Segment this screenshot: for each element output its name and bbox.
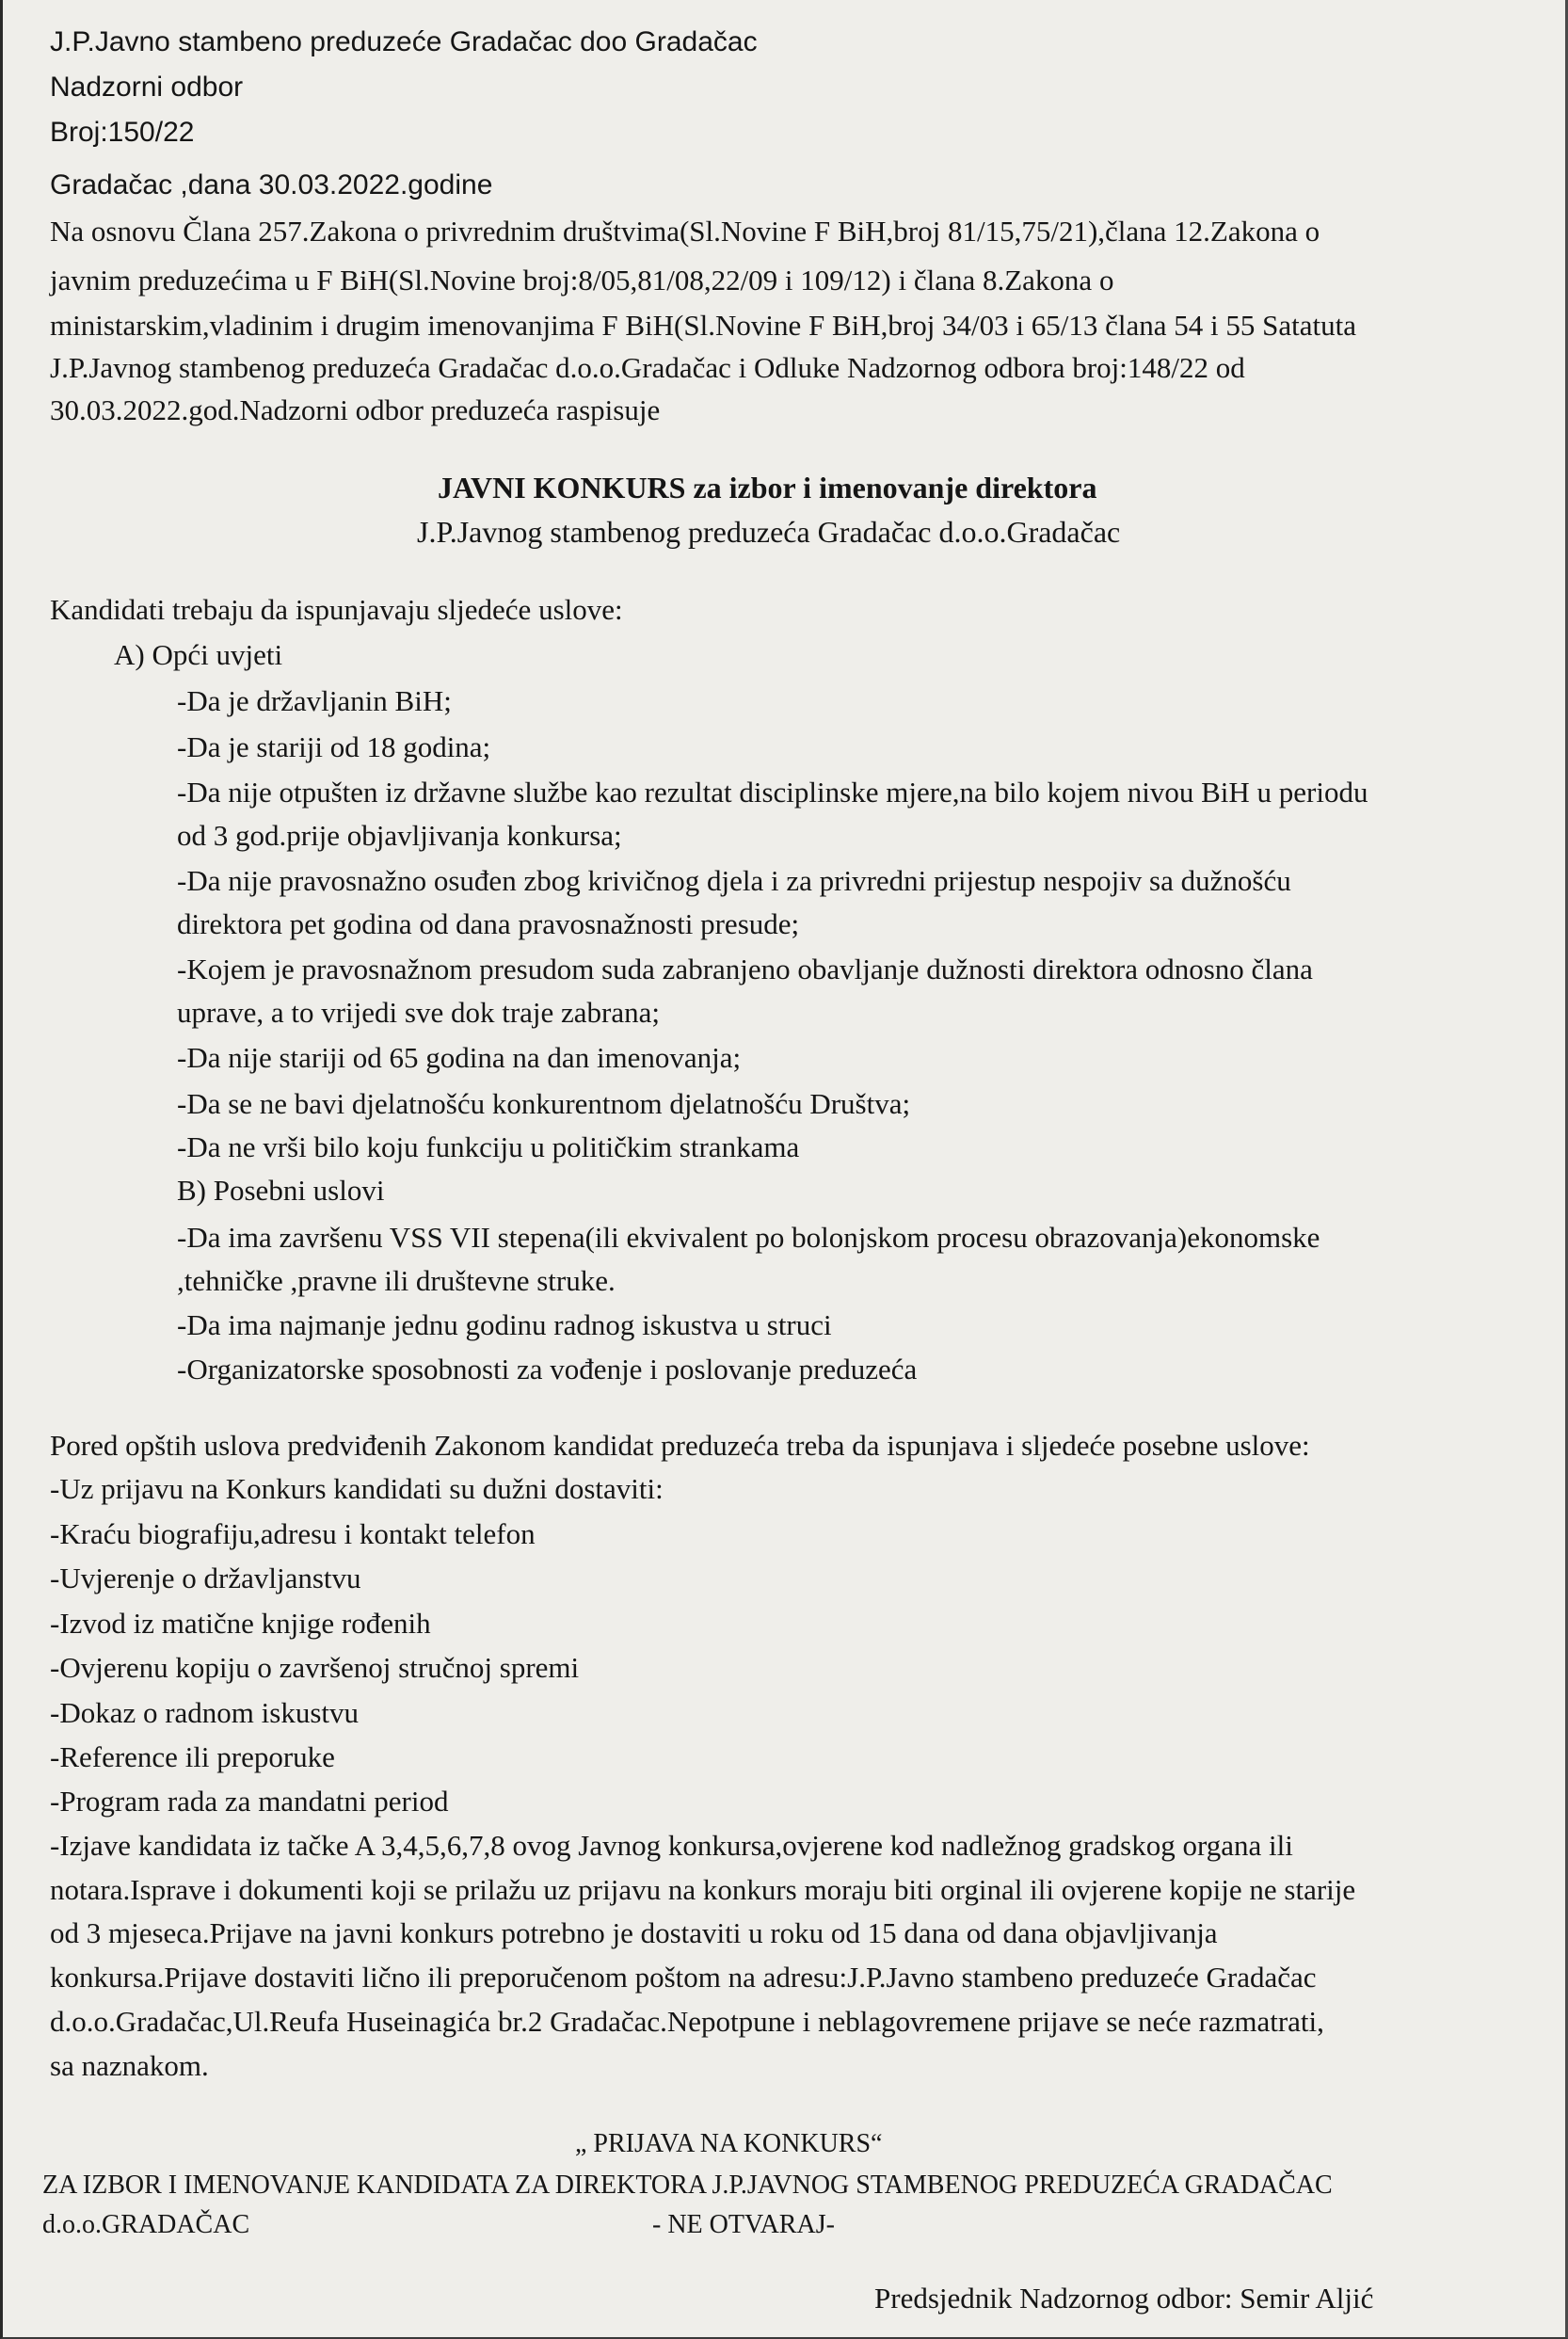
- section-a-label: A) Opći uvjeti: [114, 638, 283, 671]
- envelope-line: ZA IZBOR I IMENOVANJE KANDIDATA ZA DIREKTORA J.P.JAVNOG STAMBENOG PREDUZEĆA GRADAČAC: [42, 2171, 1333, 2200]
- documents-line: Pored opštih uslova predviđenih Zakonom kandidat preduzeća treba da ispunjava i sljedeće posebne uslove:: [50, 1429, 1310, 1462]
- condition-item: -Da ima najmanje jednu godinu radnog iskustva u struci: [177, 1308, 832, 1341]
- intro-line: ministarskim,vladinim i drugim imenovanjima F BiH(Sl.Novine F BiH,broj 34/03 i 65/13 člana 54 i 55 Satatuta: [50, 309, 1357, 342]
- documents-line: sa naznakom.: [50, 2049, 209, 2082]
- condition-item: od 3 god.prije objavljivanja konkursa;: [177, 819, 622, 852]
- envelope-line: d.o.o.GRADAČAC: [42, 2210, 250, 2239]
- documents-line: d.o.o.Gradačac,Ul.Reufa Huseinagića br.2 Gradačac.Nepotpune i neblagovremene prijave se neće razmatrati,: [50, 2005, 1324, 2038]
- documents-line: -Program rada za mandatni period: [50, 1785, 449, 1818]
- condition-item: -Kojem je pravosnažnom presudom suda zabranjeno obavljanje dužnosti direktora odnosno člana: [177, 953, 1313, 985]
- condition-item: -Da nije otpušten iz državne službe kao rezultat disciplinske mjere,na bilo kojem nivou BiH u periodu: [177, 776, 1368, 809]
- envelope-title: „ PRIJAVA NA KONKURS“: [575, 2129, 883, 2158]
- documents-line: konkursa.Prijave dostaviti lično ili preporučenom poštom na adresu:J.P.Javno stambeno preduzeće Gradačac: [50, 1961, 1317, 1994]
- section-b-label: B) Posebni uslovi: [177, 1174, 385, 1207]
- condition-item: uprave, a to vrijedi sve dok traje zabrana;: [177, 996, 660, 1029]
- condition-item: direktora pet godina od dana pravosnažnosti presude;: [177, 907, 800, 940]
- documents-line: od 3 mjeseca.Prijave na javni konkurs potrebno je dostaviti u roku od 15 dana od dana objavljivanja: [50, 1916, 1218, 1949]
- condition-item: -Da ima završenu VSS VII stepena(ili ekvivalent po bolonjskom procesu obrazovanja)ekonomske: [177, 1221, 1320, 1254]
- page-title: [438, 471, 1096, 505]
- intro-line: J.P.Javnog stambenog preduzeća Gradačac d.o.o.Gradačac i Odluke Nadzornog odbora broj:148/22 od: [50, 351, 1245, 384]
- title-bold: JAVNI KONKURS: [438, 471, 686, 505]
- documents-line: -Reference ili preporuke: [50, 1740, 335, 1773]
- documents-line: -Ovjerenu kopiju o završenoj stručnoj spremi: [50, 1651, 580, 1684]
- company-name: J.P.Javno stambeno preduzeće Gradačac doo Gradačac: [50, 26, 758, 57]
- page-subtitle: J.P.Javnog stambenog preduzeća Gradačac d.o.o.Gradačac: [417, 515, 1121, 549]
- title-rest: za izbor i imenovanje direktora: [685, 471, 1097, 505]
- documents-line: -Izjave kandidata iz tačke A 3,4,5,6,7,8 ovog Javnog konkursa,ovjerene kod nadležnog gradskog organa ili: [50, 1829, 1293, 1862]
- intro-line: 30.03.2022.god.Nadzorni odbor preduzeća raspisuje: [50, 393, 661, 426]
- documents-line: -Kraću biografiju,adresu i kontakt telefon: [50, 1517, 536, 1550]
- intro-line: javnim preduzećima u F BiH(Sl.Novine broj:8/05,81/08,22/09 i 109/12) i člana 8.Zakona o: [50, 264, 1114, 296]
- condition-item: -Da se ne bavi djelatnošću konkurentnom djelatnošću Društva;: [177, 1087, 911, 1120]
- conditions-intro: Kandidati trebaju da ispunjavaju sljedeće uslove:: [50, 593, 623, 626]
- board-name: Nadzorni odbor: [50, 72, 244, 103]
- document-number: Broj:150/22: [50, 117, 195, 148]
- document-date: Gradačac ,dana 30.03.2022.godine: [50, 169, 493, 200]
- documents-line: notara.Isprave i dokumenti koji se prilažu uz prijavu na konkurs moraju biti orginal ili ovjerene kopije ne starije: [50, 1873, 1356, 1906]
- condition-item: -Da je državljanin BiH;: [177, 684, 452, 717]
- documents-line: -Uz prijavu na Konkurs kandidati su dužni dostaviti:: [50, 1472, 664, 1505]
- condition-item: -Da nije pravosnažno osuđen zbog krivičnog djela i za privredni prijestup nespojiv sa dužnošću: [177, 864, 1291, 897]
- documents-line: -Izvod iz matične knjige rođenih: [50, 1607, 431, 1640]
- condition-item: -Da nije stariji od 65 godina na dan imenovanja;: [177, 1041, 742, 1074]
- envelope-line: - NE OTVARAJ-: [652, 2210, 835, 2239]
- intro-line: Na osnovu Člana 257.Zakona o privrednim društvima(Sl.Novine F BiH,broj 81/15,75/21),člana 12.Zakona o: [50, 215, 1320, 248]
- condition-item: ,tehničke ,pravne ili društevne struke.: [177, 1264, 616, 1297]
- condition-item: -Organizatorske sposobnosti za vođenje i poslovanje preduzeća: [177, 1353, 918, 1386]
- documents-line: -Uvjerenje o državljanstvu: [50, 1562, 361, 1594]
- documents-line: -Dokaz o radnom iskustvu: [50, 1696, 360, 1729]
- condition-item: -Da je stariji od 18 godina;: [177, 730, 491, 763]
- condition-item: -Da ne vrši bilo koju funkciju u političkim strankama: [177, 1130, 800, 1163]
- signature: Predsjednik Nadzornog odbor: Semir Aljić: [874, 2282, 1374, 2315]
